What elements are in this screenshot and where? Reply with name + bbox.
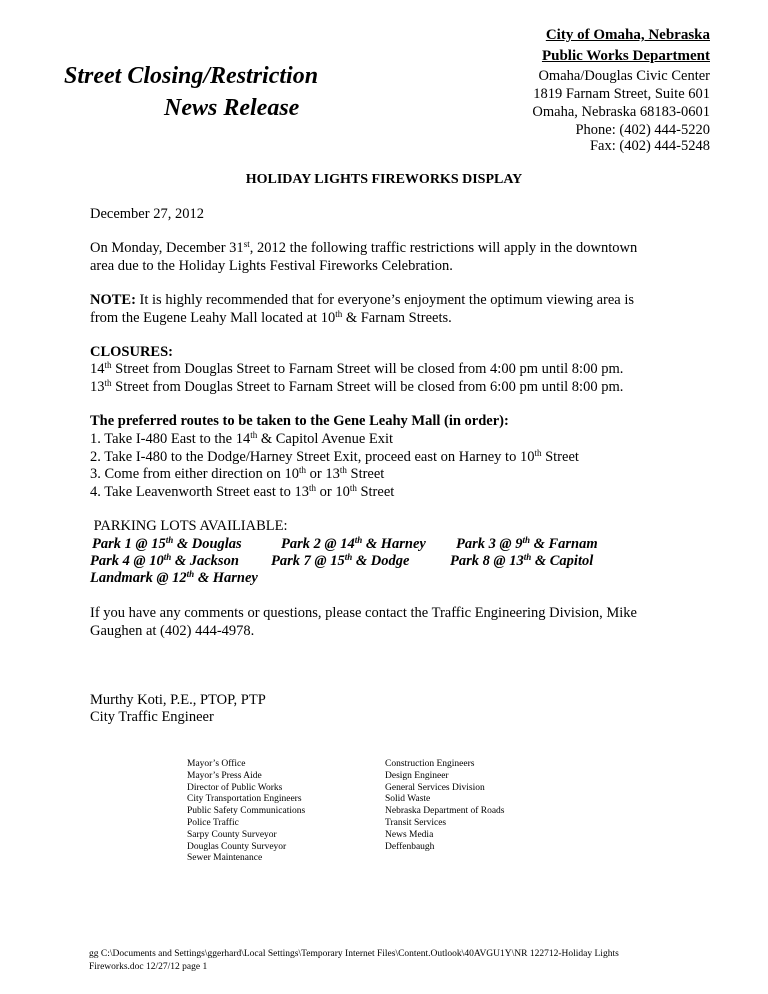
route-text: 2. Take I-480 to the Dodge/Harney Street Exit, proceed east on Harney to 10 bbox=[90, 449, 535, 465]
lot-text: Park 4 @ 10 bbox=[90, 553, 164, 569]
release-date: December 27, 2012 bbox=[90, 206, 204, 222]
closure-item bbox=[90, 361, 623, 378]
distribution-item: General Services Division bbox=[385, 782, 485, 793]
distribution-list-left bbox=[187, 759, 305, 865]
distribution-item: Sewer Maintenance bbox=[187, 853, 263, 864]
parking-lot bbox=[92, 536, 242, 553]
route-item bbox=[90, 466, 384, 483]
parking-lot bbox=[450, 553, 593, 570]
distribution-item: Sarpy County Surveyor bbox=[187, 829, 277, 840]
superscript: st bbox=[243, 239, 250, 249]
contact-line-1: If you have any comments or questions, please contact the Traffic Engineering Division, Mike bbox=[90, 605, 637, 621]
footer-line: gg C:\Documents and Settings\ggerhard\Local Settings\Temporary Internet Files\Content.Outlook\40AVGU1Y\NR 122712-Holiday Lights bbox=[89, 949, 619, 959]
parking-lot bbox=[90, 553, 239, 570]
closure-text: Street from Douglas Street to Farnam Street will be closed from 6:00 pm until 8:00 pm. bbox=[111, 379, 624, 395]
superscript: th bbox=[335, 309, 343, 319]
distribution-item: Construction Engineers bbox=[385, 759, 475, 769]
signature-title: City Traffic Engineer bbox=[90, 709, 214, 725]
superscript: th bbox=[534, 448, 542, 458]
distribution-item: Transit Services bbox=[385, 817, 447, 828]
closures-heading: CLOSURES: bbox=[90, 344, 173, 360]
intro-line-1 bbox=[90, 240, 637, 257]
distribution-item: Director of Public Works bbox=[187, 782, 283, 793]
note-label: NOTE: bbox=[90, 292, 136, 308]
route-item bbox=[90, 431, 393, 448]
parking-lot bbox=[271, 553, 409, 570]
superscript: th bbox=[354, 535, 363, 545]
distribution-item: News Media bbox=[385, 829, 434, 840]
phone-line: Phone: (402) 444-5220 bbox=[575, 122, 710, 138]
lot-text: Park 1 @ 15 bbox=[92, 536, 166, 552]
lot-text: & Dodge bbox=[352, 553, 410, 569]
headline-street-closing: Street Closing/Restriction bbox=[64, 63, 319, 89]
address-line: 1819 Farnam Street, Suite 601 bbox=[533, 86, 710, 102]
route-text: Street bbox=[541, 449, 579, 465]
closure-item bbox=[90, 379, 623, 396]
lot-text: & Farnam bbox=[529, 536, 598, 552]
parking-lot bbox=[281, 536, 426, 553]
superscript: th bbox=[349, 483, 357, 493]
lot-text: Landmark @ 12 bbox=[90, 570, 187, 586]
lot-text: & Capitol bbox=[531, 553, 594, 569]
lot-text: Park 2 @ 14 bbox=[281, 536, 355, 552]
superscript: th bbox=[163, 552, 172, 562]
superscript: th bbox=[104, 378, 112, 388]
intro-line-2: area due to the Holiday Lights Festival Fireworks Celebration. bbox=[90, 258, 453, 274]
street-number: 13 bbox=[90, 379, 105, 395]
route-text: 4. Take Leavenworth Street east to 13 bbox=[90, 484, 309, 500]
distribution-item: Design Engineer bbox=[385, 770, 449, 781]
note-line-2 bbox=[90, 310, 452, 327]
footer-line: Fireworks.doc 12/27/12 page 1 bbox=[89, 962, 208, 972]
superscript: th bbox=[308, 483, 316, 493]
route-item bbox=[90, 484, 394, 501]
file-path-footer bbox=[89, 948, 689, 974]
address-line: Omaha, Nebraska 68183-0601 bbox=[532, 104, 710, 120]
distribution-item: Solid Waste bbox=[385, 794, 431, 805]
document-title: HOLIDAY LIGHTS FIREWORKS DISPLAY bbox=[245, 172, 523, 187]
distribution-item: City Transportation Engineers bbox=[187, 794, 302, 805]
note-text: & Farnam Streets. bbox=[342, 310, 452, 326]
lot-text: Park 3 @ 9 bbox=[456, 536, 523, 552]
superscript: th bbox=[522, 535, 530, 545]
address-line: Omaha/Douglas Civic Center bbox=[538, 68, 710, 84]
superscript: th bbox=[523, 552, 532, 562]
note-text: from the Eugene Leahy Mall located at 10 bbox=[90, 310, 336, 326]
lot-text: Park 8 @ 13 bbox=[450, 553, 524, 569]
intro-text: On Monday, December 31 bbox=[90, 240, 244, 256]
route-text: or 13 bbox=[306, 466, 340, 482]
lot-text: & Jackson bbox=[171, 553, 239, 569]
route-text: or 10 bbox=[315, 484, 350, 500]
superscript: th bbox=[186, 569, 195, 579]
note-line-1 bbox=[90, 292, 634, 309]
org-city: City of Omaha, Nebraska bbox=[545, 27, 710, 43]
distribution-item: Public Safety Communications bbox=[187, 806, 306, 817]
superscript: th bbox=[165, 535, 174, 545]
closure-text: Street from Douglas Street to Farnam Street will be closed from 4:00 pm until 8:00 pm. bbox=[111, 361, 624, 377]
route-text: 1. Take I-480 East to the 14 bbox=[90, 431, 251, 447]
signature-name: Murthy Koti, P.E., PTOP, PTP bbox=[90, 692, 266, 708]
distribution-item: Nebraska Department of Roads bbox=[385, 806, 505, 817]
intro-text: , 2012 the following traffic restrictions will apply in the downtown bbox=[249, 240, 638, 256]
superscript: th bbox=[299, 465, 307, 475]
lot-text: & Douglas bbox=[173, 536, 242, 552]
route-item bbox=[90, 449, 579, 466]
routes-heading: The preferred routes to be taken to the Gene Leahy Mall (in order): bbox=[90, 413, 509, 429]
headline-news-release: News Release bbox=[164, 95, 300, 121]
distribution-item: Mayor’s Press Aide bbox=[187, 770, 262, 781]
route-text: Street bbox=[356, 484, 395, 500]
distribution-item: Douglas County Surveyor bbox=[187, 841, 287, 852]
org-department: Public Works Department bbox=[541, 48, 710, 64]
route-text: Street bbox=[346, 466, 385, 482]
parking-heading: PARKING LOTS AVAILIABLE: bbox=[90, 518, 288, 534]
route-text: & Capitol Avenue Exit bbox=[257, 431, 394, 447]
parking-lot bbox=[90, 570, 258, 587]
route-text: 3. Come from either direction on 10 bbox=[90, 466, 299, 482]
lot-text: Park 7 @ 15 bbox=[271, 553, 345, 569]
distribution-item: Deffenbaugh bbox=[385, 841, 435, 852]
contact-line-2: Gaughen at (402) 444-4978. bbox=[90, 623, 255, 639]
distribution-item: Police Traffic bbox=[187, 817, 239, 828]
lot-text: & Harney bbox=[194, 570, 258, 586]
superscript: th bbox=[344, 552, 353, 562]
note-text: It is highly recommended that for everyone’s enjoyment the optimum viewing area is bbox=[135, 292, 635, 308]
superscript: th bbox=[250, 430, 258, 440]
fax-line: Fax: (402) 444-5248 bbox=[589, 138, 710, 154]
street-number: 14 bbox=[90, 361, 105, 377]
lot-text: & Harney bbox=[362, 536, 426, 552]
superscript: th bbox=[339, 465, 347, 475]
distribution-list-right bbox=[385, 759, 505, 853]
superscript: th bbox=[104, 360, 112, 370]
distribution-item: Mayor’s Office bbox=[187, 759, 246, 769]
parking-lot bbox=[456, 536, 598, 553]
